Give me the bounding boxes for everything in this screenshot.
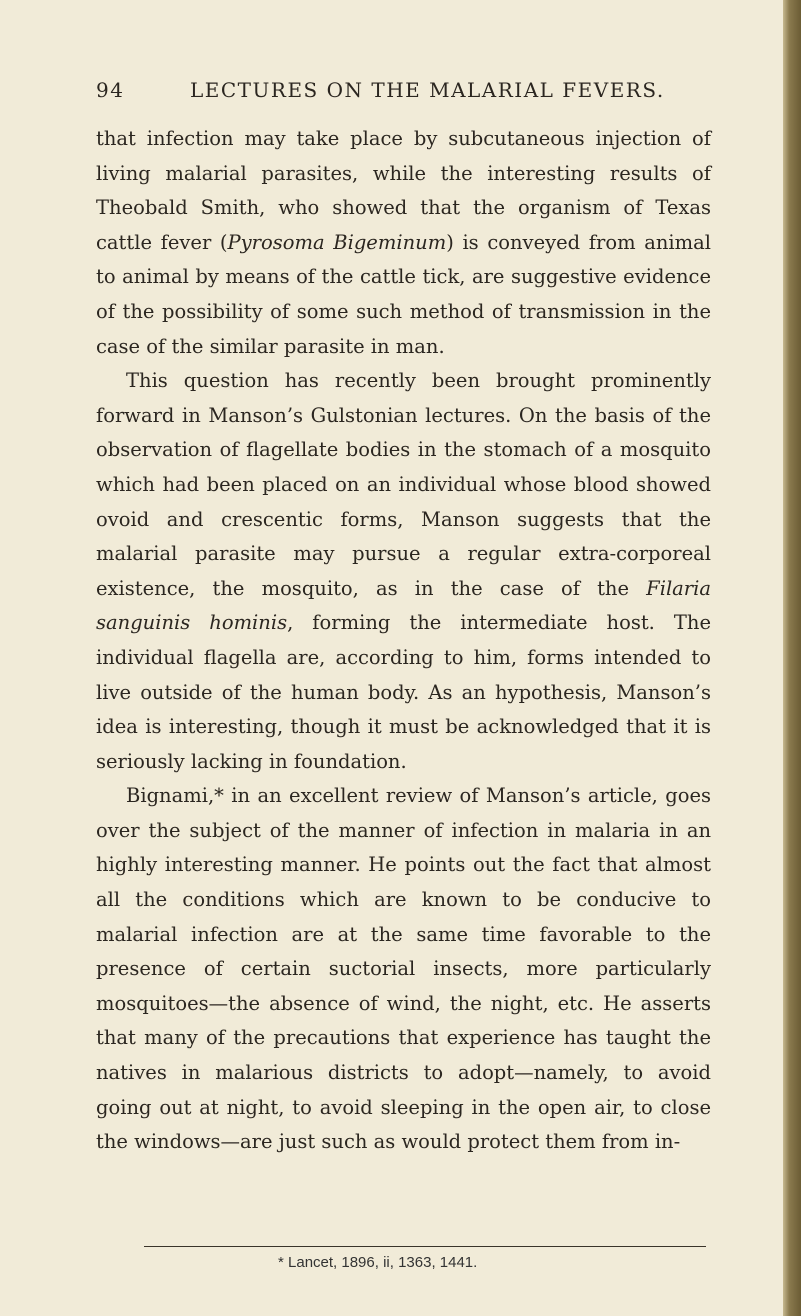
paragraph-2 xyxy=(96,364,711,779)
footnote-rule xyxy=(144,1246,706,1247)
page-edge-shadow xyxy=(783,0,801,1316)
paragraph-2-text-a: This question has recently been brought prominently forward in Manson’s Gulstonian lectures. On the basis of the observation of flagellate bodies in the stomach of a mosquito which had been placed on an individual whose blood showed ovoid and crescentic forms, Manson suggests that the malarial parasite may pursue a regular extra-corporeal existence, the mosquito, as in the case of the xyxy=(96,369,711,600)
paragraph-2-text-c: , forming the intermediate host. The individual flagella are, according to him, forms intended to live outside of the human body. As an hypothesis, Manson’s idea is interesting, though it must be acknowledged that it is seriously lacking in foundation. xyxy=(96,611,711,773)
paragraph-1-text-c: ) is conveyed from animal to animal by means of the cattle tick, are suggestive evidence of the possibility of some such method of transmission in the case of the similar parasite in man. xyxy=(96,230,711,358)
body-text xyxy=(96,122,711,1160)
paragraph-1-text-a: that infection may take place by subcutaneous injection of living malarial parasites, while the interesting results of Theobald Smith, who showed that the organism of Texas cattle fever ( xyxy=(96,127,711,254)
footnote-mark: * xyxy=(214,784,224,808)
page-number: 94 xyxy=(96,78,125,102)
paragraph-3 xyxy=(96,779,711,1160)
species-name-pyrosoma: Pyrosoma Bigeminum xyxy=(227,230,447,254)
species-name-filaria: Filaria sanguinis hominis xyxy=(96,576,711,635)
footnote: * Lancet, 1896, ii, 1363, 1441. xyxy=(278,1254,478,1271)
paragraph-1 xyxy=(96,122,711,364)
paragraph-3-text-a: Bignami, xyxy=(126,784,215,808)
running-title: LECTURES ON THE MALARIAL FEVERS. xyxy=(190,78,665,102)
paragraph-3-text-c: in an excellent review of Manson’s article, goes over the subject of the manner of infection in malaria in an highly interesting manner. He points out the fact that almost all the conditions which are known to be conducive to malarial infection are at the same time favorable to the presence of certain suctorial insects, more particularly mosquitoes—the absence of wind, the night, etc. He asserts that many of the precautions that experience has taught the natives in malarious districts to adopt—namely, to avoid going out at night, to avoid sleeping in the open air, to close the windows—are just such as would protect them from in- xyxy=(96,784,711,1154)
